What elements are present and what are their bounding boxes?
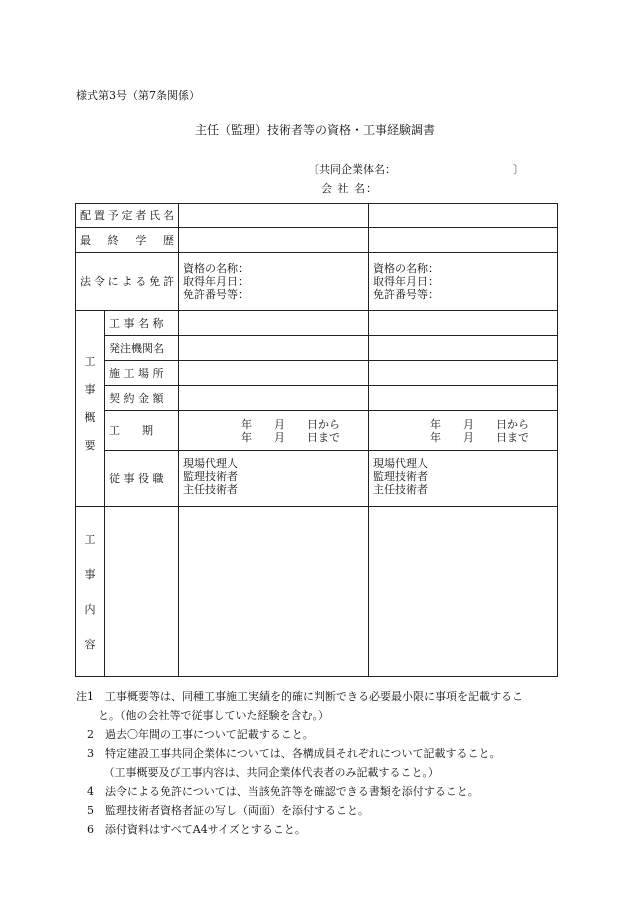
project-name-label: 工 事 名 称 bbox=[105, 311, 179, 336]
role-chief: 主任技術者 bbox=[373, 483, 428, 496]
education-cell-1[interactable] bbox=[179, 228, 369, 253]
note-line: 注1 工事概要等は、同種工事施工実績を的確に判断できる必要最小限に事項を記載するこ bbox=[76, 690, 523, 703]
period-to: 年 月 日まで bbox=[241, 430, 340, 444]
experience-table bbox=[75, 203, 558, 677]
jv-name-close: 〕 bbox=[513, 163, 524, 176]
period-cell-1[interactable] bbox=[179, 411, 369, 451]
site-cell-2[interactable] bbox=[369, 361, 558, 386]
license-date: 取得年月日： bbox=[183, 275, 249, 288]
project-name-cell-2[interactable] bbox=[369, 311, 558, 336]
period-cell-2[interactable] bbox=[369, 411, 558, 451]
license-date: 取得年月日： bbox=[373, 275, 439, 288]
name-cell-2[interactable] bbox=[369, 204, 558, 228]
note-line: 6 添付資料はすべてA4サイズとすること。 bbox=[76, 823, 306, 836]
education-cell-2[interactable] bbox=[369, 228, 558, 253]
client-cell-1[interactable] bbox=[179, 336, 369, 361]
period-from: 年 月 日から bbox=[241, 417, 340, 431]
note-line: 2 過去〇年間の工事について記載すること。 bbox=[76, 728, 314, 741]
license-label: 法令による免許 bbox=[76, 253, 179, 311]
amount-label: 契 約 金 額 bbox=[105, 386, 179, 411]
form-number: 様式第3号（第7条関係） bbox=[76, 89, 200, 102]
license-cell-1[interactable] bbox=[179, 253, 369, 311]
jv-name-label: 〔共同企業体名： bbox=[308, 163, 396, 176]
role-agent: 現場代理人 bbox=[373, 457, 428, 470]
note-line: 3 特定建設工事共同企業体については、各構成員それぞれについて記載すること。 bbox=[76, 747, 501, 760]
note-line: 4 法令による免許については、当該免許等を確認できる書類を添付すること。 bbox=[76, 785, 479, 798]
overview-side-label: 工 事 概 要 bbox=[76, 311, 105, 507]
role-supervising: 監理技術者 bbox=[373, 470, 428, 483]
note-line: と。（他の会社等で従事していた経験を含む。） bbox=[76, 709, 329, 722]
site-label: 施 工 場 所 bbox=[105, 361, 179, 386]
page-title: 主任（監理）技術者等の資格・工事経験調書 bbox=[194, 123, 435, 137]
period-label: 工 期 bbox=[105, 411, 179, 451]
role-label: 従 事 役 職 bbox=[105, 451, 179, 507]
license-name: 資格の名称： bbox=[183, 262, 249, 275]
client-label: 発注機関名 bbox=[105, 336, 179, 361]
role-cell-2[interactable] bbox=[369, 451, 558, 507]
content-side-label: 工 事 内 容 bbox=[76, 507, 105, 677]
license-number: 免許番号等： bbox=[373, 288, 439, 301]
site-cell-1[interactable] bbox=[179, 361, 369, 386]
role-supervising: 監理技術者 bbox=[183, 470, 238, 483]
note-line: 5 監理技術者資格者証の写し（両面）を添付すること。 bbox=[76, 804, 369, 817]
amount-cell-1[interactable] bbox=[179, 386, 369, 411]
license-cell-2[interactable] bbox=[369, 253, 558, 311]
content-cell-left[interactable] bbox=[105, 507, 179, 677]
role-cell-1[interactable] bbox=[179, 451, 369, 507]
license-number: 免許番号等： bbox=[183, 288, 249, 301]
role-chief: 主任技術者 bbox=[183, 483, 238, 496]
project-name-cell-1[interactable] bbox=[179, 311, 369, 336]
company-name-label: 会 社 名： bbox=[321, 182, 378, 195]
education-label: 最 終 学 歴 bbox=[76, 228, 179, 253]
client-cell-2[interactable] bbox=[369, 336, 558, 361]
role-agent: 現場代理人 bbox=[183, 457, 238, 470]
name-label: 配置予定者氏名 bbox=[76, 204, 179, 228]
period-from: 年 月 日から bbox=[430, 417, 529, 431]
content-cell-2[interactable] bbox=[369, 507, 558, 677]
content-cell-1[interactable] bbox=[179, 507, 369, 677]
notes bbox=[76, 687, 523, 839]
period-to: 年 月 日まで bbox=[430, 430, 529, 444]
license-name: 資格の名称： bbox=[373, 262, 439, 275]
name-cell-1[interactable] bbox=[179, 204, 369, 228]
amount-cell-2[interactable] bbox=[369, 386, 558, 411]
note-line: （工事概要及び工事内容は、共同企業体代表者のみ記載すること。） bbox=[76, 766, 439, 779]
